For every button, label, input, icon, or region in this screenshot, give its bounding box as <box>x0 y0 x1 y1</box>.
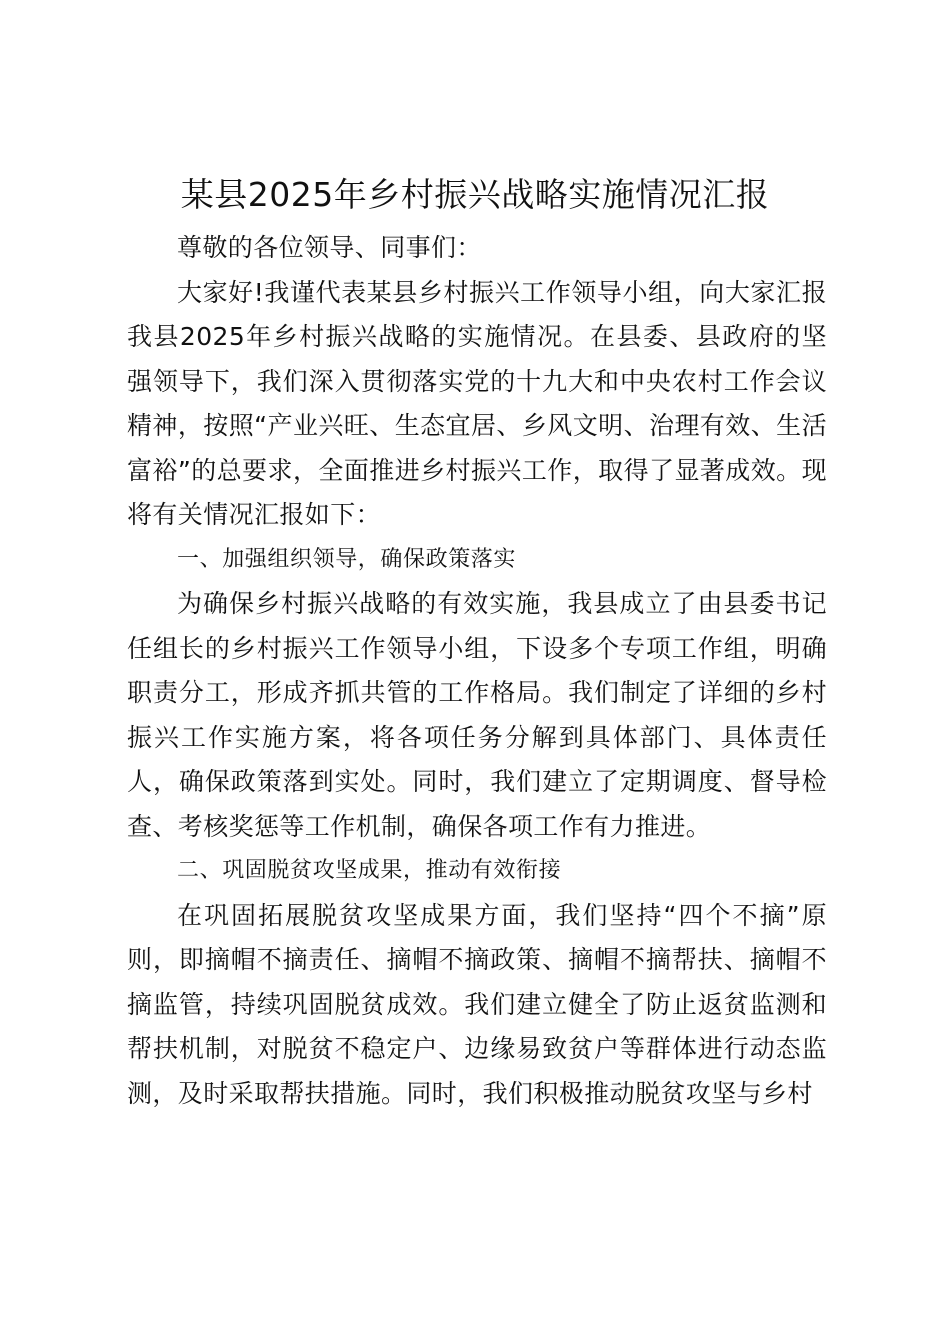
section-heading-1: 一、加强组织领导，确保政策落实 <box>177 546 517 572</box>
document-body <box>127 226 827 1116</box>
intro-paragraph: 大家好!我谨代表某县乡村振兴工作领导小组，向大家汇报我县2025年乡村振兴战略的实施情况。在县委、县政府的坚强领导下，我们深入贯彻落实党的十九大和中央农村工作会议精神，按照“产业兴旺、生态宜居、乡风文明、治理有效、生活富裕”的总要求，全面推进乡村振兴工作，取得了显著成效。现将有关情况汇报如下： <box>127 277 827 529</box>
section-paragraph-1: 为确保乡村振兴战略的有效实施，我县成立了由县委书记任组长的乡村振兴工作领导小组，下设多个专项工作组，明确职责分工，形成齐抓共管的工作格局。我们制定了详细的乡村振兴工作实施方案，将各项任务分解到具体部门、具体责任人，确保政策落到实处。同时，我们建立了定期调度、督导检查、考核奖惩等工作机制，确保各项工作有力推进。 <box>127 589 827 841</box>
salutation: 尊敬的各位领导、同事们： <box>177 233 482 262</box>
document-title: 某县2025年乡村振兴战略实施情况汇报 <box>180 175 770 214</box>
section-paragraph-2: 在巩固拓展脱贫攻坚成果方面，我们坚持“四个不摘”原则，即摘帽不摘责任、摘帽不摘政策、摘帽不摘帮扶、摘帽不摘监管，持续巩固脱贫成效。我们建立健全了防止返贫监测和帮扶机制，对脱贫不稳定户、边缘易致贫户等群体进行动态监测，及时采取帮扶措施。同时，我们积极推动脱贫攻坚与乡村 <box>127 900 827 1108</box>
section-heading-2: 二、巩固脱贫攻坚成果，推动有效衔接 <box>177 858 562 883</box>
